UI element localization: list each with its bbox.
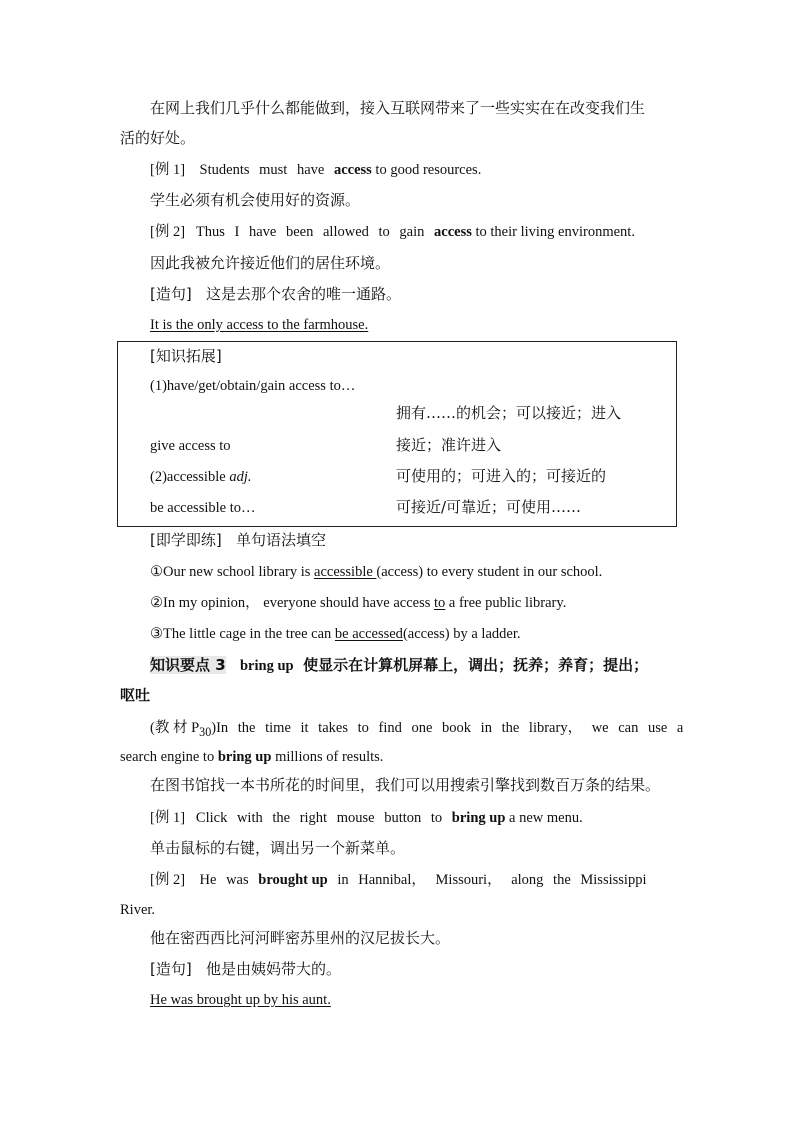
example-tag: [例 1] (150, 162, 186, 178)
make-tag: [造句] (150, 960, 192, 978)
translation: 在图书馆找一本书所花的时间里，我们可以用搜索引擎找到数百万条的结果。 (150, 776, 661, 794)
paragraph-line: 在网上我们几乎什么都能做到，接入互联网带来了一些实实在在改变我们生 (150, 99, 646, 117)
example-tag: [例 1] (150, 810, 186, 826)
example-sentence: [例 1] Click with the right mouse button to bring up a new menu. (150, 810, 583, 826)
answer: to (434, 595, 446, 611)
example-tag: [例 2] (150, 224, 186, 240)
phrase: be accessible to… (150, 500, 256, 516)
phrase: give access to (150, 438, 231, 454)
keyword: access (333, 162, 372, 178)
example-tag: [例 2] (150, 872, 186, 888)
answer-line: It is the only access to the farmhouse. (150, 317, 369, 333)
translation: 他在密西西比河河畔密苏里州的汉尼拔长大。 (150, 929, 451, 947)
phrase: (2)accessible adj. (150, 469, 252, 485)
example-sentence: [例 2] He was brought up in Hannibal， Missouri， along the Mississippi (150, 872, 647, 888)
make-sentence: [造句] 这是去那个农舍的唯一通路。 (150, 285, 402, 303)
point-phrase: bring up (239, 658, 294, 674)
answer: be accessed (334, 626, 403, 642)
exercise-item: ②In my opinion， everyone should have access to a free public library. (150, 595, 567, 611)
knowledge-point-heading: 知识要点 3 bring up 使显示在计算机屏幕上，调出；抚养；养育；提出； (150, 656, 649, 674)
practice-tag: [即学即练] (150, 531, 222, 549)
translation: 学生必须有机会使用好的资源。 (150, 191, 361, 209)
translation: 单击鼠标的右键，调出另一个新菜单。 (150, 839, 406, 857)
phrase-meaning: 拥有……的机会；可以接近；进入 (396, 404, 622, 422)
textbook-sentence: (教 材 $P_{30})In$ the time it takes to find one book in the library， we can use a (150, 720, 684, 739)
keyword: bring up (451, 810, 506, 826)
example-sentence: [例 1] Students must have access to good resources. (150, 162, 482, 178)
make-tag: [造句] (150, 285, 192, 303)
answer-line: He was brought up by his aunt. (150, 992, 331, 1008)
example-sentence-cont: River. (120, 902, 156, 918)
make-sentence: [造句] 他是由姨妈带大的。 (150, 960, 342, 978)
phrase-meaning: 可使用的；可进入的；可接近的 (396, 467, 607, 485)
keyword: access (434, 224, 472, 240)
phrase-meaning: 可接近/可靠近；可使用…… (396, 498, 582, 516)
phrase-meaning: 接近；准许进入 (396, 436, 502, 454)
phrase: (1)have/get/obtain/gain access to… (150, 378, 356, 394)
example-sentence: [例 2] Thus I have been allowed to gain access to their living environment. (150, 224, 635, 240)
knowledge-point-heading-cont: 呕吐 (120, 686, 151, 704)
exercise-item: ③The little cage in the tree can be accessed(access) by a ladder. (150, 626, 521, 642)
box-title: [知识拓展] (150, 347, 222, 365)
point-label: 知识要点 3 (150, 656, 226, 674)
translation: 因此我被允许接近他们的居住环境。 (150, 254, 391, 272)
keyword: brought up (258, 872, 328, 888)
answer: accessible (314, 564, 377, 580)
practice-heading: [即学即练] 单句语法填空 (150, 531, 327, 549)
textbook-sentence-cont: search engine to bring up millions of results. (120, 749, 384, 765)
paragraph-line: 活的好处。 (120, 129, 196, 147)
keyword: bring up (217, 749, 272, 765)
exercise-item: ①Our new school library is accessible (access) to every student in our school. (150, 564, 603, 580)
